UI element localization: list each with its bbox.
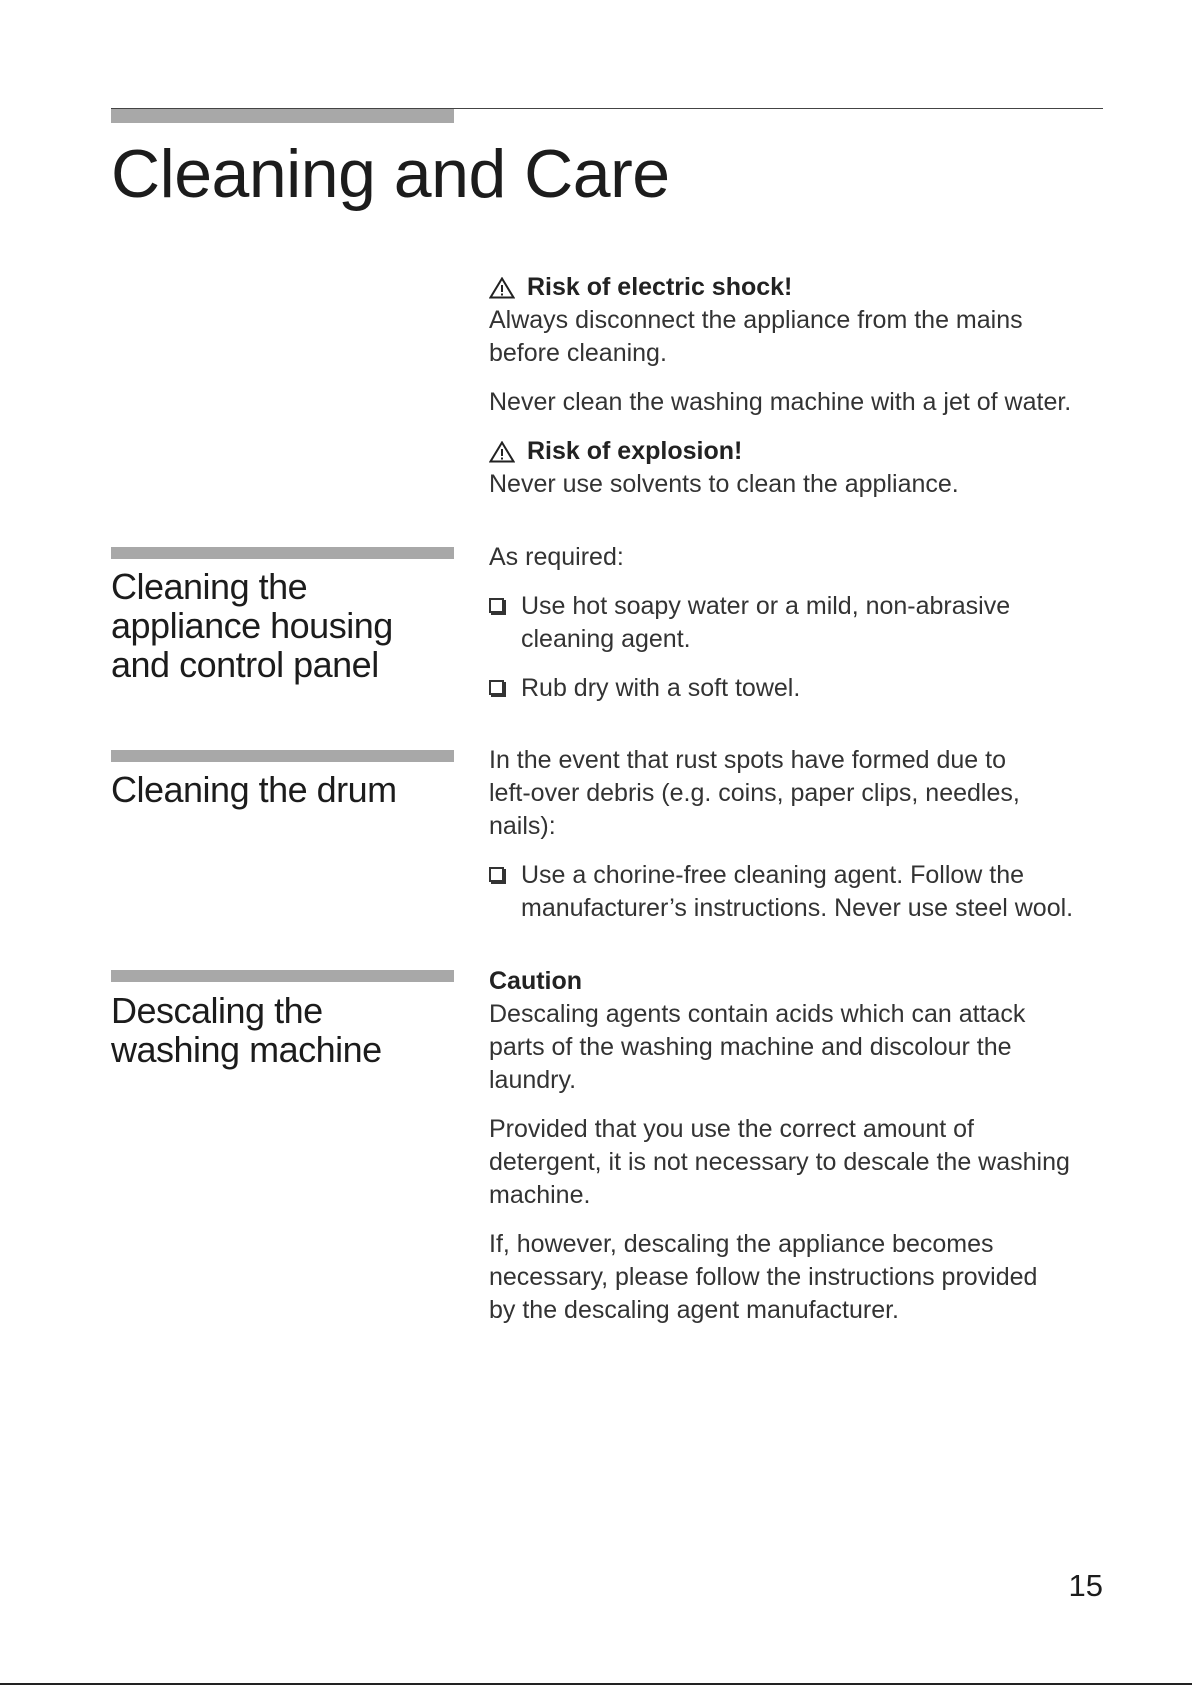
warning-triangle-icon bbox=[489, 441, 515, 463]
page-number: 15 bbox=[1068, 1568, 1103, 1603]
warning-heading-electric bbox=[489, 271, 1109, 304]
section-rule-housing bbox=[111, 547, 454, 559]
list-item: Use hot soapy water or a mild, non-abrasive cleaning agent. bbox=[489, 590, 1049, 656]
section-heading-drum: Cleaning the drum bbox=[111, 769, 397, 810]
section-body-drum bbox=[489, 744, 1109, 925]
checkbox-bullet-icon bbox=[489, 598, 504, 613]
page-title: Cleaning and Care bbox=[111, 136, 670, 212]
section-intro: In the event that rust spots have formed due to left-over debris (e.g. coins, paper clips, needles, nails): bbox=[489, 746, 1020, 840]
list-item: Use a chorine-free cleaning agent. Follow the manufacturer’s instructions. Never use steel wool. bbox=[489, 859, 1109, 925]
section-rule-descaling bbox=[111, 970, 454, 982]
section-body-housing bbox=[489, 541, 1109, 705]
section-intro: As required: bbox=[489, 543, 624, 571]
warning-text-explosion: Never use solvents to clean the appliance. bbox=[489, 470, 959, 498]
descaling-paragraph: If, however, descaling the appliance becomes necessary, please follow the instructions provided by the descaling agent manufacturer. bbox=[489, 1230, 1038, 1324]
warning-heading-text: Risk of electric shock! bbox=[527, 273, 793, 301]
section-rule-drum bbox=[111, 750, 454, 762]
caution-text: Descaling agents contain acids which can attack parts of the washing machine and discolour the laundry. bbox=[489, 1000, 1026, 1094]
section-heading-descaling: Descaling the washing machine bbox=[111, 990, 382, 1070]
warnings-block bbox=[489, 271, 1109, 501]
section-body-descaling bbox=[489, 965, 1109, 1327]
warning-triangle-icon bbox=[489, 277, 515, 299]
list-item: Rub dry with a soft towel. bbox=[489, 672, 1109, 705]
warning-heading-explosion bbox=[489, 435, 1109, 468]
checkbox-bullet-icon bbox=[489, 680, 504, 695]
section-heading-housing: Cleaning the appliance housing and control panel bbox=[111, 566, 393, 685]
warning-heading-text: Risk of explosion! bbox=[527, 437, 743, 465]
warning-text-water: Never clean the washing machine with a jet of water. bbox=[489, 388, 1072, 416]
descaling-paragraph: Provided that you use the correct amount of detergent, it is not necessary to descale the washing machine. bbox=[489, 1115, 1070, 1209]
warning-text-electric: Always disconnect the appliance from the mains before cleaning. bbox=[489, 306, 1023, 367]
top-rule-accent bbox=[111, 109, 454, 123]
checkbox-bullet-icon bbox=[489, 867, 504, 882]
caution-heading: Caution bbox=[489, 967, 583, 995]
